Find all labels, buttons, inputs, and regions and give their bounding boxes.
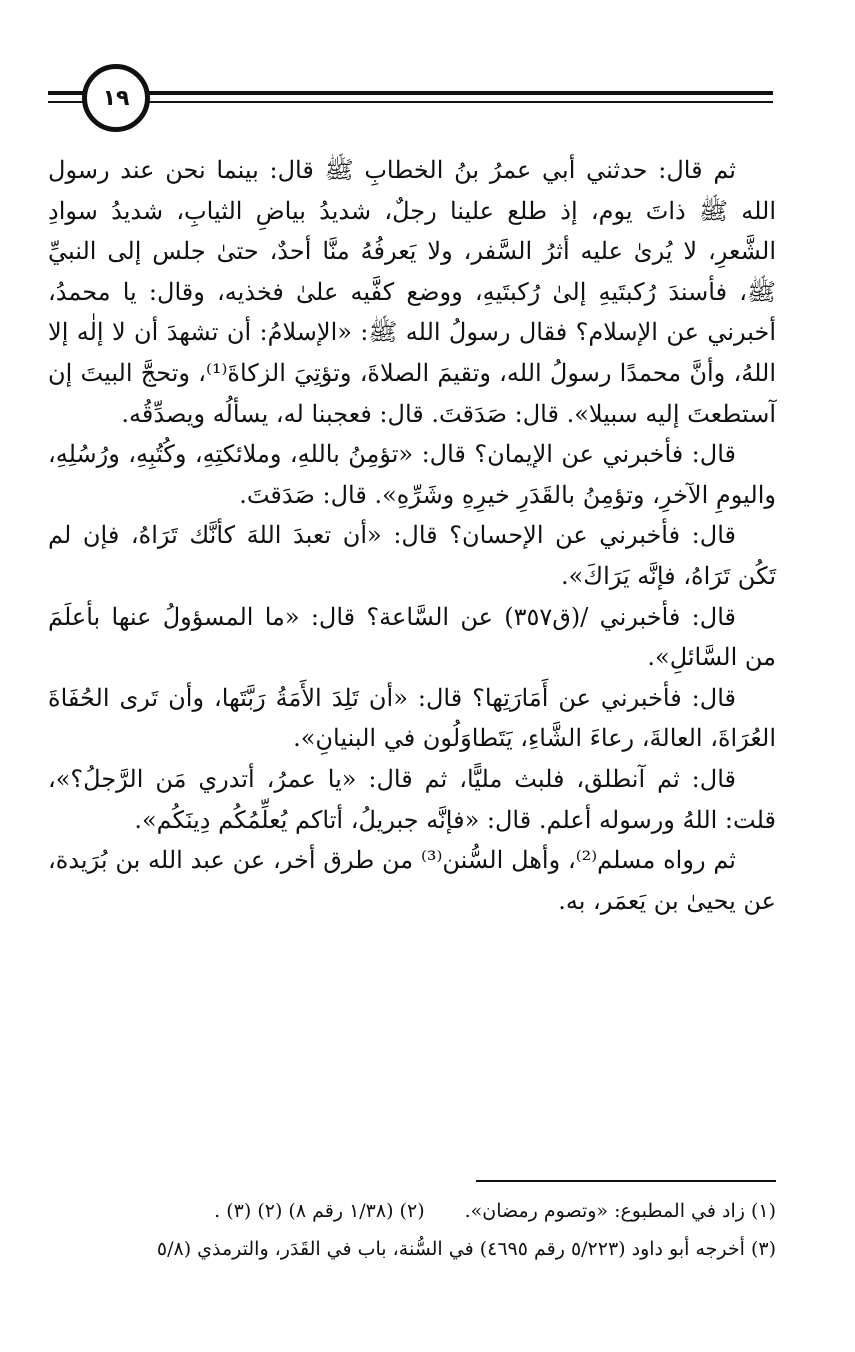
main-text [48,150,776,921]
header-rule-right-thick [146,91,773,95]
paragraph-riwaya: ثم رواه مسلم⁽²⁾، وأهل السُّنن⁽³⁾ من طرق أخر، عن عبد الله بن بُرَيدة، عن يحيىٰ بن يَعمَر، به. [48,846,776,915]
footnote-1: (١) زاد في المطبوع: «وتصوم رمضان». [464,1200,776,1222]
header-rule-right-thin [146,101,773,103]
paragraph-saah: قال: فأخبرني /(ق٣٥٧) عن السَّاعة؟ قال: «ما المسؤولُ عنها بأعلَمَ من السَّائلِ». [48,602,776,672]
footnote-2: (٢) (١/٣٨ رقم ٨) (٢) (٣) . [214,1200,425,1222]
paragraph-jibril: قال: ثم آنطلق، فلبث مليًّا، ثم قال: «يا عمرُ، أتدري مَن الرَّجلُ؟»، قلت: اللهُ ورسوله أعلم. قال: «فإنَّه جبريلُ، أتاكم يُعلِّمُكُم دِينَكُم». [48,764,776,834]
paragraph-ihsan: قال: فأخبرني عن الإحسان؟ قال: «أن تعبدَ اللهَ كأنَّك تَرَاهُ، فإن لم تَكُن تَرَاهُ، فإنَّه يَرَاكَ». [48,521,776,590]
paragraph-amarat: قال: فأخبرني عن أَمَارَتِها؟ قال: «أن تَلِدَ الأَمَةُ رَبَّتَها، وأن تَرى الحُفَاةَ العُرَاةَ، العالةَ، رعاءَ الشَّاءِ، يَتَطاوَلُون في البنيانِ». [48,683,776,753]
page-number: ١٩ [102,85,130,111]
footnote-line-1 [40,1192,776,1230]
page-header [0,60,855,140]
footnote-separator [476,1180,776,1182]
footnote-3: (٣) أخرجه أبو داود (٥/٢٢٣ رقم ٤٦٩٥) في السُّنة، باب في القَدَر، والترمذي (٥/٨ [156,1238,776,1260]
footnotes [40,1192,776,1268]
paragraph-iman: قال: فأخبرني عن الإيمان؟ قال: «تؤمِنُ باللهِ، وملائكتِهِ، وكُتُبِهِ، ورُسُلِهِ، واليومِ الآخرِ، وتؤمِنُ بالقَدَرِ خيرِهِ وشَرِّهِ». قال: صَدَقتَ. [48,440,776,509]
footnote-line-2 [40,1230,776,1268]
page-number-circle [82,64,150,132]
paragraph-hadith-islam: ثم قال: حدثني أبي عمرُ بنُ الخطابِ ﷺ قال: بينما نحن عند رسول الله ﷺ ذاتَ يوم، إذ طلع علينا رجلٌ، شديدُ بياضِ الثيابِ، شديدُ سوادِ الشَّعرِ، لا يُرىٰ عليه أثرُ السَّفر، ولا يَعرفُهُ منَّا أحدٌ، حتىٰ جلس إلى النبيِّ ﷺ، فأسندَ رُكبتَيهِ إلىٰ رُكبتَيهِ، ووضع كفَّيه علىٰ فخذيه، وقال: يا محمدُ، أخبرني عن الإسلام؟ فقال رسولُ الله ﷺ: «الإسلامُ: أن تشهدَ أن لا إلٰه إلا اللهُ، وأنَّ محمدًا رسولُ الله، وتقيمَ الصلاةَ، وتؤتِيَ الزكاةَ⁽¹⁾، وتحجَّ البيتَ إن آستطعتَ إليه سبيلا». قال: صَدَقتَ. قال: فعجبنا له، يسألُه ويصدِّقُه. [48,156,776,428]
